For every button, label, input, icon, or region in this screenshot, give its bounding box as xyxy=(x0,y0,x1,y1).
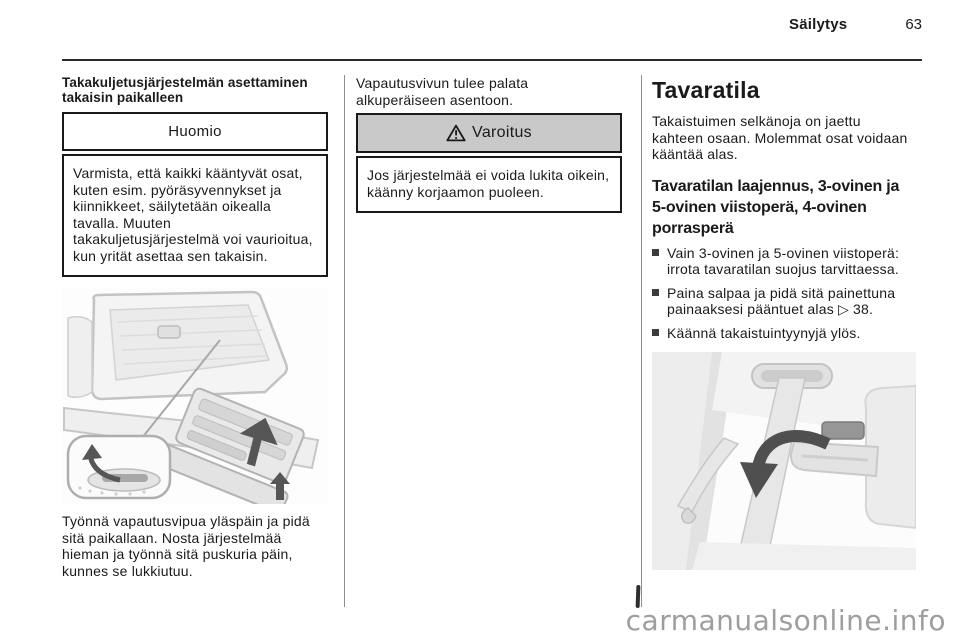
warning-title: Varoitus xyxy=(472,124,532,141)
flexfix-carrier-illustration xyxy=(62,288,328,504)
list-item-text: Vain 3-ovinen ja 5-ovinen viistoperä: irrota tavaratilan suojus tarvittaessa. xyxy=(667,244,900,277)
carrier-stow-instructions: Työnnä vapautusvipua yläspäin ja pidä sitä paikallaan. Nosta järjestelmää hieman ja työnnä sitä puskuria päin, kunnes se lukkiutuu. xyxy=(62,513,310,579)
section-heading-load-compartment: Tavaratila xyxy=(652,77,760,103)
release-lever-note: Vapautusvivun tulee palata alkuperäiseen asentoon. xyxy=(356,75,529,108)
left-column xyxy=(62,75,328,593)
caution-title: Huomio xyxy=(62,112,328,151)
square-bullet-icon xyxy=(652,249,659,256)
list-item xyxy=(652,245,916,278)
page-header xyxy=(62,16,922,33)
warning-box xyxy=(356,113,622,213)
chapter-title: Säilytys xyxy=(789,16,848,33)
column-divider xyxy=(641,75,642,607)
middle-column xyxy=(356,75,622,213)
caution-box xyxy=(62,112,328,277)
warning-title-bar xyxy=(356,113,622,153)
square-bullet-icon xyxy=(652,329,659,336)
page-number: 63 xyxy=(905,16,922,33)
subsection-heading-extension: Tavaratilan laajennus, 3-ovinen ja 5-ovinen viistoperä, 4-ovinen porrasperä xyxy=(652,177,900,237)
warning-body: Jos järjestelmää ei voida lukita oikein, käänny korjaamon puoleen. xyxy=(356,156,622,213)
column-divider xyxy=(344,75,345,607)
list-item-text: Paina salpaa ja pidä sitä painettuna painaaksesi pääntuet alas ▷ 38. xyxy=(667,284,896,317)
warning-triangle-icon xyxy=(446,124,466,142)
list-item-text: Käännä takaistuintyynyjä ylös. xyxy=(667,324,861,341)
list-item xyxy=(652,325,916,342)
caution-body: Varmista, että kaikki kääntyvät osat, kuten esim. pyöräsyvennykset ja kiinnikkeet, säilytetään oikealla tavalla. Muuten takakuljetusjärjestelmä voi vaurioitua, kun yrität asettaa sen takaisin. xyxy=(62,154,328,277)
section-heading-rear-carrier: Takakuljetusjärjestelmän asettaminen takaisin paikalleen xyxy=(62,75,308,105)
right-column xyxy=(652,75,916,570)
instruction-list xyxy=(652,245,916,342)
square-bullet-icon xyxy=(652,289,659,296)
rear-seat-belt-illustration xyxy=(652,352,916,570)
watermark-text: carmanualsonline.info xyxy=(625,604,946,637)
list-item xyxy=(652,285,916,318)
load-compartment-intro: Takaistuimen selkänoja on jaettu kahteen osaan. Molemmat osat voidaan kääntää alas. xyxy=(652,113,908,162)
header-rule xyxy=(62,59,922,61)
